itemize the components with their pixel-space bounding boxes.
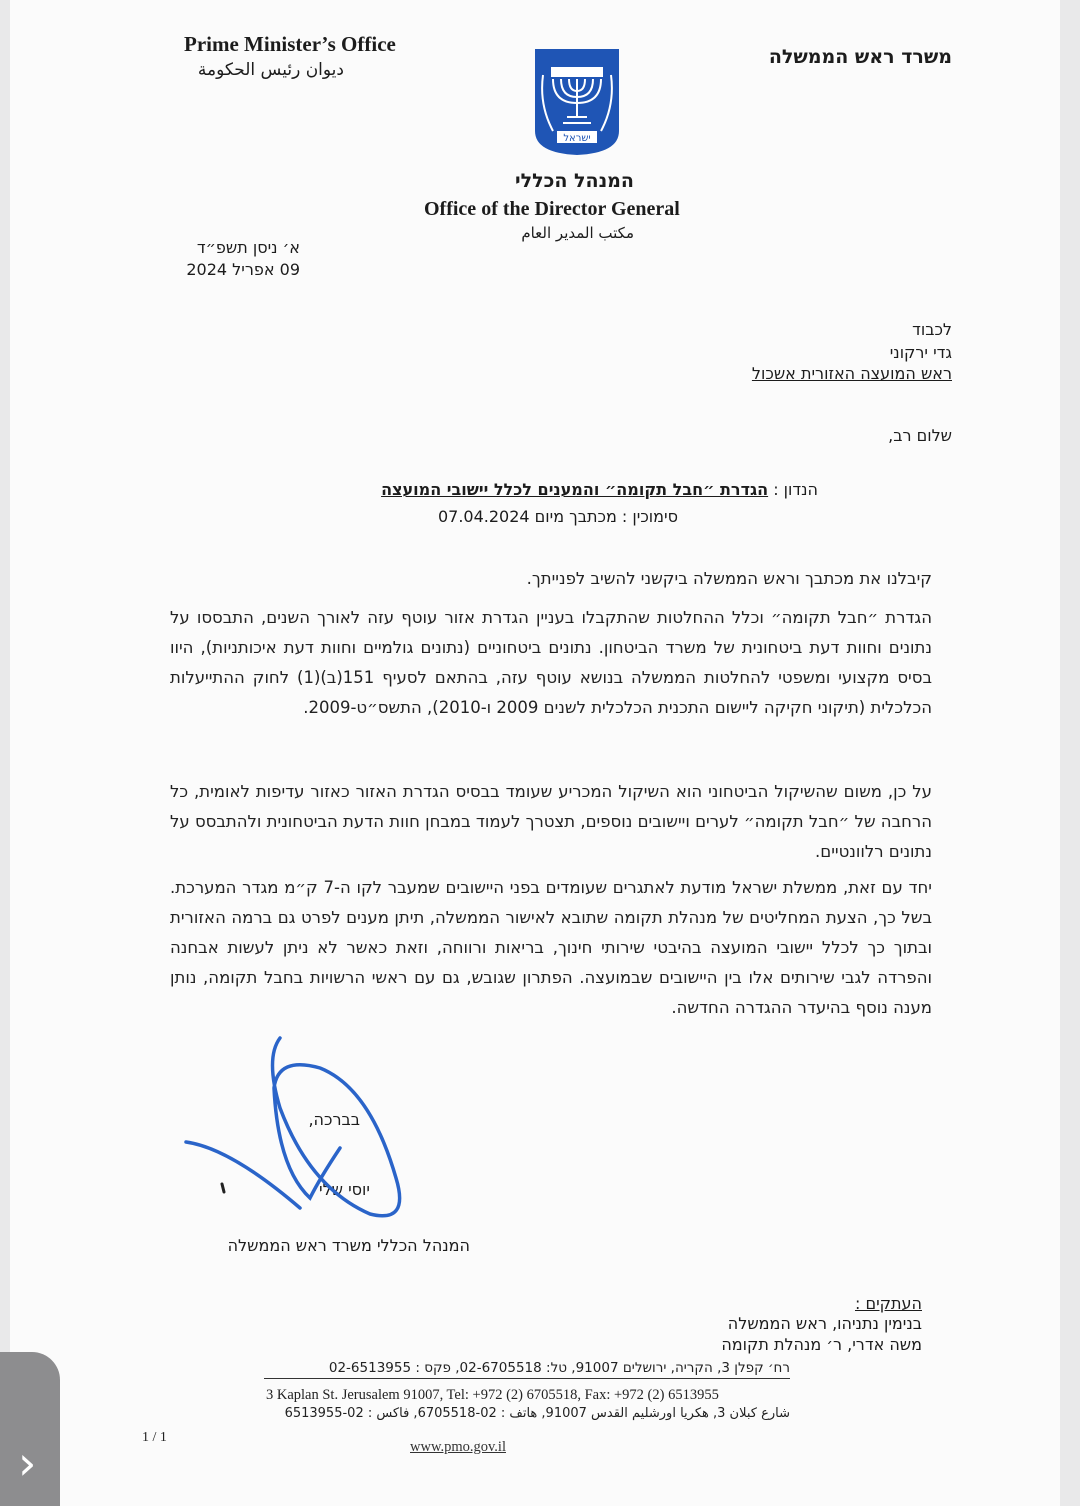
paragraph-4: יחד עם זאת, ממשלת ישראל מודעת לאתגרים שעומדים בפני היישובים שמעבר לקו ה-7 ק״מ מגדר המערכת. בשל כך, הצעת המחליטים של מנהלת תקומה שתובא לאישור הממשלה, תיתן מענים לפרט גם ברמה האזורית ובתוך כך לכלל יישובי המועצה בהיבטי שירותי חינוך, בריאות ורווחה, וזאת כאשר לא ניתן לעשות אבחנה והפרדה לגבי שירותים אלו בין היישובים שבמועצה. הפתרון שגובש, גם עם ראשי הרשויות בחבל תקומה, נותן מענה נוסף בהיעדר ההגדרה החדשה. xyxy=(170,878,932,1017)
cc-line-2: משה אדרי, ר׳ מנהלת תקומה xyxy=(721,1335,922,1354)
footer-en-address: 3 Kaplan St. Jerusalem 91007, Tel: +972 (2) 6705518, Fax: +972 (2) 6513955 xyxy=(266,1387,719,1403)
letter-page xyxy=(10,0,1060,1506)
header-he-office: משרד ראש הממשלה xyxy=(768,46,952,68)
date-hebrew: א׳ ניסן תשפ״ד xyxy=(196,238,300,257)
cc-line-1: בנימין נתניהו, ראש הממשלה xyxy=(727,1314,922,1333)
dg-ar: مكتب المدير العام xyxy=(521,224,634,242)
dg-en: Office of the Director General xyxy=(424,198,680,220)
date-gregorian: 09 אפריל 2024 xyxy=(186,260,300,279)
subject-label: הנדון : xyxy=(773,480,818,499)
state-emblem xyxy=(531,45,623,157)
greeting: שלום רב, xyxy=(888,426,952,445)
signature-closing: בברכה, xyxy=(308,1110,360,1129)
page-number: 1 / 1 xyxy=(142,1430,167,1445)
header-ar-office: ديوان رئيس الحكومة xyxy=(197,60,344,80)
signature-role: המנהל הכללי משרד ראש הממשלה xyxy=(227,1236,470,1255)
next-page-tab[interactable] xyxy=(0,1352,60,1506)
recipient-to: לכבוד xyxy=(912,320,952,339)
paragraph-1: קיבלנו את מכתבך וראש הממשלה ביקשני להשיב לפנייתך. xyxy=(526,569,932,588)
signature-scribble xyxy=(170,1028,420,1228)
header-en-office: Prime Minister’s Office xyxy=(184,32,396,56)
subject-text: הגדרת ״חבל תקומה״ והמענים לכלל יישובי המועצה xyxy=(381,480,769,499)
signature-name: יוסי שלי xyxy=(319,1180,370,1199)
recipient-name: גדי ירקוני xyxy=(889,343,952,362)
chevron-right-icon: › xyxy=(18,1436,37,1490)
cc-label: העתקים : xyxy=(854,1294,922,1313)
paragraph-2: הגדרת ״חבל תקומה״ וכלל ההחלטות שהתקבלו בעניין הגדרת אזור עוטף עזה לאורך השנים, התבססו על נתונים וחוות דעת ביטחונית של משרד הביטחון. נתונים ביטחוניים (נתונים גולמיים וחוות דעת איכותניות), היוו בסיס מקצועי ומשפטי להחלטות הממשלה בנושא עוטף עזה, בהתאם לסעיף 151(ב)(1) לחוק ההתייעלות הכלכלית (תיקוני חקיקה ליישום התכנית הכלכלית לשנים 2009 ו-2010), התשס״ט-2009. xyxy=(170,608,932,717)
emblem-label: ישראל xyxy=(563,133,591,144)
dg-he: המנהל הכללי xyxy=(515,170,634,192)
reference: סימוכין : מכתבך מיום 07.04.2024 xyxy=(437,507,678,526)
footer-website-link[interactable]: www.pmo.gov.il xyxy=(410,1439,506,1455)
footer-he-address: רח׳ קפלן 3, הקריה, ירושלים 91007, טל: 02-6705518, פקס : 02-6513955 xyxy=(264,1360,790,1379)
paragraph-3: על כן, משום שהשיקול הביטחוני הוא השיקול המכריע שעומד בבסיס הגדרת האזור כאזור עדיפות לאומית, כל הרחבה של ״חבל תקומה״ לערים ויישובים נוספים, תצטרך לעמוד במבחן חוות הדעת הביטחונית ולהתבסס על נתונים רלוונטיים. xyxy=(170,782,932,861)
recipient-title: ראש המועצה האזורית אשכול xyxy=(751,364,952,383)
subject-line xyxy=(298,480,818,499)
footer-ar-address: شارع كبلان 3, هكريا اورشليم القدس 91007, هاتف : 02-6705518, فاكس : 02-6513955 xyxy=(284,1406,790,1421)
